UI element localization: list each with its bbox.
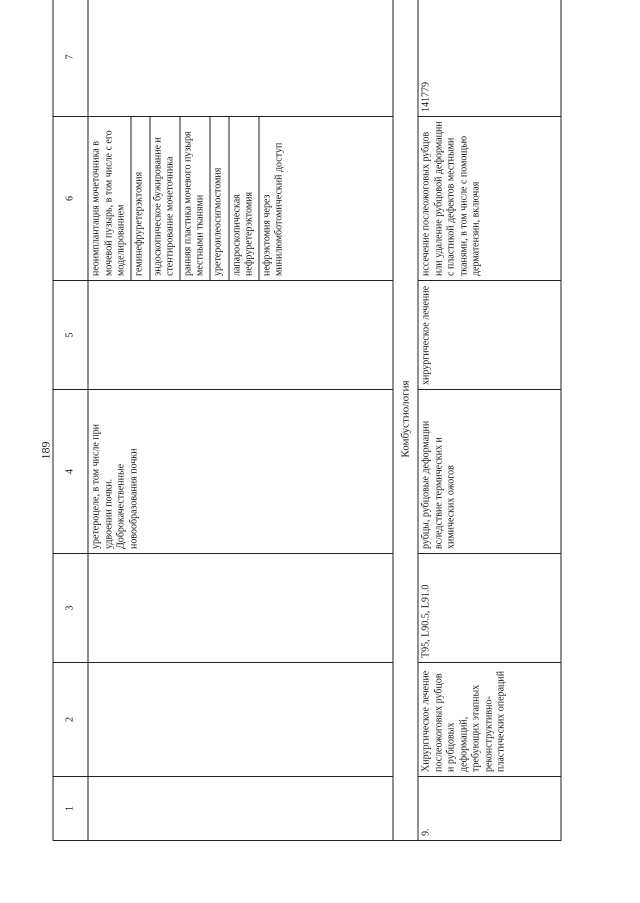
cell-row1-col3 (88, 554, 393, 663)
cell-row1-methods (88, 117, 393, 281)
col-header-4: 4 (53, 390, 88, 554)
cell-row2-codes: T95, L90.5, L91.0 (418, 554, 561, 663)
method-list (89, 117, 289, 280)
col-header-5: 5 (53, 281, 88, 390)
cell-row1-diagnosis: уретероцеле, в том числе при удвоении почки. Доброкачественные новообразования почки (88, 390, 393, 554)
col-header-6: 6 (53, 117, 88, 281)
method-item: эндоскопическое бужирование и стентирование мочеточника (150, 117, 180, 280)
table-row (88, 0, 393, 841)
rotated-table-container (53, 54, 588, 841)
cell-row2-diagnosis: рубцы, рубцовые деформации вследствие термических и химических ожогов (418, 390, 561, 554)
cell-row1-col1 (88, 777, 393, 841)
cell-row1-col2 (88, 663, 393, 777)
col-header-1: 1 (53, 777, 88, 841)
method-item: ранняя пластика мочевого пузыря местными тканями (180, 117, 210, 280)
method-item: уретероилеосигмостомия (210, 117, 229, 280)
cell-row1-col7 (88, 0, 393, 117)
cell-row2-number: 9. (418, 777, 561, 841)
section-row (393, 0, 418, 841)
header-row (53, 0, 88, 841)
cell-row2-treatment-type: хирургическое лечение (418, 281, 561, 390)
cell-row1-col5 (88, 281, 393, 390)
method-item: геминефруретерэктомия (131, 117, 150, 280)
method-item: нефрэктомия через минилюмботомический доступ (261, 142, 285, 276)
medical-care-table (53, 0, 562, 841)
col-header-2: 2 (53, 663, 88, 777)
page-number: 189 (38, 441, 53, 460)
method-item: лапароскопическая нефруретерэктомия (229, 117, 259, 280)
cell-row2-name: Хирургическое лечение послеожоговых рубцов и рубцовых деформаций, требующих этапных реконструктивно-пластических операций (418, 663, 561, 777)
cell-row2-method: иссечение послеожоговых рубцов или удаление рубцовой деформации с пластикой дефектов местными тканями, в том числе с помощью дерматензии, включая (418, 117, 561, 281)
col-header-7: 7 (53, 0, 88, 117)
method-item: неоимплантация мочеточника в мочевой пузырь, в том числе с его моделированием (89, 117, 132, 280)
table-row (418, 0, 561, 841)
cell-row2-cost: 141779 (418, 0, 561, 117)
section-title: Комбустиология (393, 0, 418, 841)
col-header-3: 3 (53, 554, 88, 663)
